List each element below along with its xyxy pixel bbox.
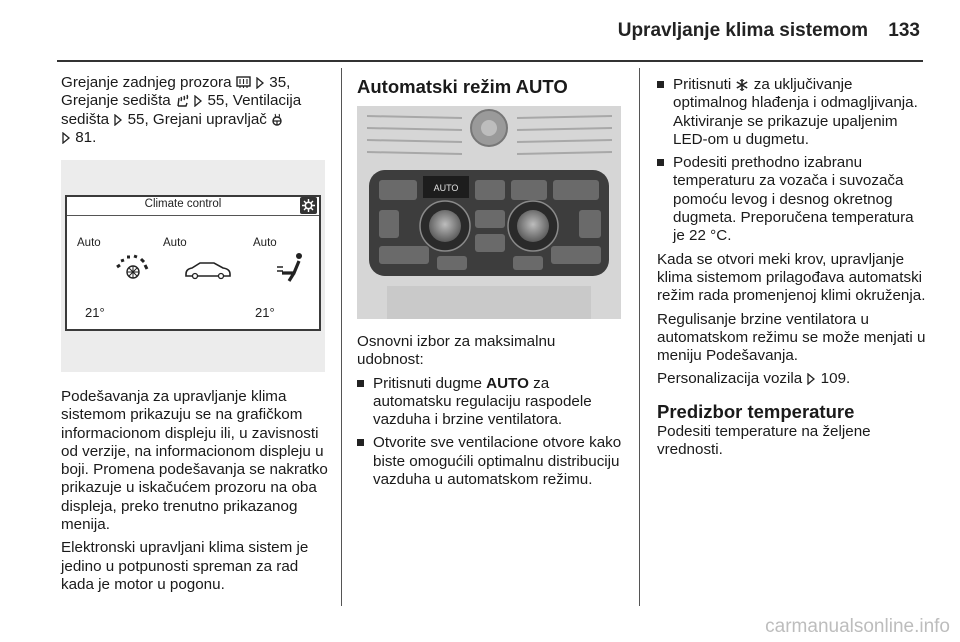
console-auto-label: AUTO — [433, 183, 459, 193]
personalization-text: Personalizacija vozila — [657, 370, 803, 388]
reference-arrow-icon — [255, 77, 265, 89]
bullet-text: za uključivanje optimalnog hlađenja i odmagljivanja. Aktiviranje se prikazuje upaljenim LED-om u dugmetu. — [673, 76, 918, 148]
reference-arrow-icon — [806, 373, 816, 385]
temperature-preset-heading: Predizbor temperature — [657, 400, 855, 422]
bullet-marker — [357, 439, 364, 446]
soft-top-paragraph: Kada se otvori meki krov, upravljanje klima sistemom prilagođava automatski režim rada promenjenoj klimi okruženja. — [657, 250, 926, 305]
column-divider-2 — [639, 68, 640, 606]
auto-intro-paragraph: Osnovni izbor za maksimalnu udobnost: — [357, 333, 556, 369]
intro-paragraph — [61, 74, 333, 147]
page-header — [0, 0, 960, 62]
auto-button-term: AUTO — [486, 374, 529, 392]
intro-text-3: sedišta — [61, 110, 110, 128]
page-title: Upravljanje klima sistemom — [617, 20, 868, 41]
climate-mode-snowflake-icon — [735, 78, 749, 92]
climate-console-photo — [357, 106, 621, 319]
list-item — [357, 375, 625, 430]
left-temperature: 21° — [85, 305, 105, 320]
seat-heating-icon — [175, 94, 189, 108]
display-title-divider — [67, 215, 319, 216]
reference-arrow-icon — [61, 132, 71, 144]
bullet-text: za automatsku regulaciju raspodele vazduha i brzine ventilatora. — [373, 374, 592, 429]
bullet-marker — [657, 159, 664, 166]
right-temperature: 21° — [255, 305, 275, 320]
climate-control-display-figure — [61, 160, 325, 372]
cooling-bullet-list — [657, 76, 927, 246]
display-description-paragraph: Podešavanja za upravljanje klima sistemom prikazuju se na grafičkom informacionom displeju ili, u zavisnosti od verzije, na informacionom displeju u boji. Promena podešavanja se nakratko prikazuje u iskačućem prozoru na oba displeja, preko trenutno prikazanog menija. — [61, 388, 328, 534]
temperature-preset-paragraph: Podesiti temperature na željene vrednosti. — [657, 422, 871, 459]
reference-arrow-icon — [113, 114, 123, 126]
auto-mode-heading: Automatski režim AUTO — [357, 76, 568, 97]
fan-speed-paragraph: Regulisanje brzine ventilatora u automatskom režimu se može menjati u meniju Podešavanja. — [657, 310, 926, 365]
reference-arrow-icon — [193, 95, 203, 107]
personalization-paragraph — [657, 370, 927, 388]
bullet-text: Podesiti prethodno izabranu temperaturu za vozača i suvozača pomoću levog i desnog okretnog dugmeta. Preporučena temperatura je 22 °C. — [673, 154, 914, 245]
page-ref-35[interactable]: 35, — [269, 74, 291, 91]
display-title: Climate control — [144, 198, 222, 210]
page-ref-55b[interactable]: 55, Grejani upravljač — [127, 110, 267, 128]
bullet-marker — [357, 380, 364, 387]
rear-window-heating-icon — [236, 76, 251, 89]
page-ref-109[interactable]: 109. — [820, 370, 851, 388]
bullet-text: Pritisnuti dugme — [373, 374, 487, 392]
settings-gear-icon — [300, 197, 317, 214]
page-ref-55[interactable]: 55, Ventilacija — [207, 92, 302, 110]
air-auto-label: Auto — [253, 237, 277, 249]
column-3 — [657, 76, 927, 464]
engine-note-paragraph: Elektronski upravljani klima sistem je jedino u potpunosti spreman za rad kada je motor u pogonu. — [61, 539, 309, 593]
column-1 — [61, 74, 333, 152]
intro-text-1: Grejanje zadnjeg prozora — [61, 74, 232, 91]
air-flow-seat-icon — [275, 251, 305, 283]
watermark: carmanualsonline.info — [765, 616, 950, 637]
intro-text-2: Grejanje sedišta — [61, 92, 171, 110]
column-2 — [357, 76, 625, 108]
list-item — [357, 434, 625, 489]
header-divider — [57, 60, 923, 62]
page-ref-81[interactable]: 81. — [75, 128, 97, 146]
list-item — [657, 76, 927, 149]
bullet-marker — [657, 81, 664, 88]
column-2-body — [357, 333, 625, 494]
bullet-text: Pritisnuti — [673, 76, 732, 93]
fan-auto-label: Auto — [77, 237, 101, 249]
auto-bullet-list — [357, 375, 625, 490]
page-number: 133 — [888, 20, 920, 41]
climate-display-screen — [65, 195, 321, 331]
distribution-auto-label: Auto — [163, 237, 187, 249]
list-item — [657, 154, 927, 245]
air-distribution-car-icon — [183, 259, 233, 281]
fan-speed-icon — [113, 251, 153, 281]
column-1-body — [61, 388, 333, 599]
heated-steering-wheel-icon — [271, 113, 283, 126]
column-divider-1 — [341, 68, 342, 606]
bullet-text: Otvorite sve ventilacione otvore kako biste omogućili optimalnu distribuciju vazduha u automatskom režimu. — [373, 434, 622, 489]
